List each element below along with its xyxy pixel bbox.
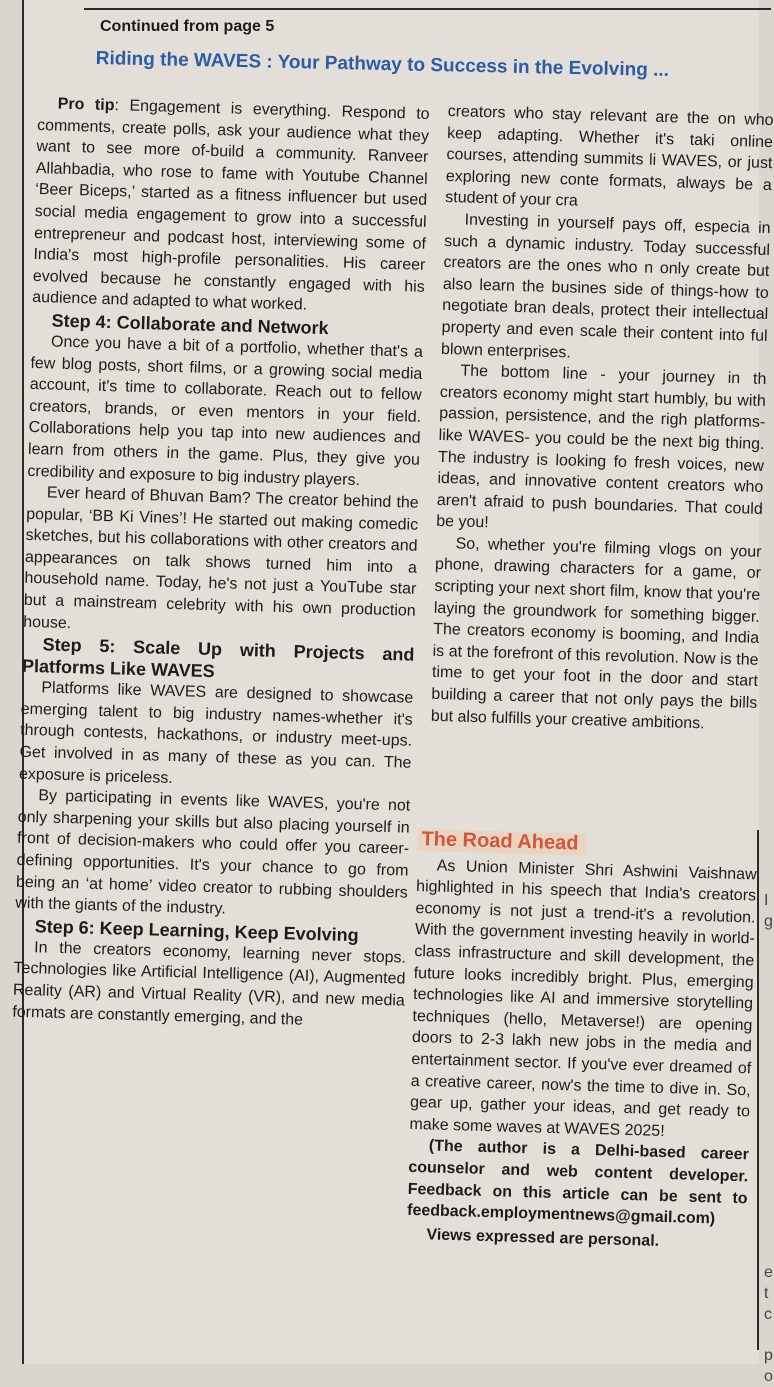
left-column [12,93,430,1034]
edge-letter: p [764,1347,773,1364]
paragraph-investing: Investing in yourself pays off, especia in such a dynamic industry. Today successful creators are the ones who n only create but also learn the busines side of things-how to negotiate bran deals, protect their intellectual property and even scale their content into ful blown enterprises. [440,211,771,362]
pro-tip-text: : Engagement is everything. Respond to comments, create polls, ask your audience what they want to see more of-build a community. Ranveer Allahbadia, who rose to fame with Youtube Channel ‘Beer Biceps,’ started as a fitness influencer but used social media engagement to grow into a successful entrepreneur and podcast host, interviewing some of India's most high-profile personalities. His career evolved because he constantly engaged with his audience and adapted to what worked. [32,97,430,314]
step-5-heading: Step 5: Scale Up with Projects and Platforms Like WAVES [21,634,415,682]
step-4-heading: Step 4: Collaborate and Network [51,310,329,339]
paragraph-platforms: Platforms like WAVES are designed to showcase emerging talent to big industry names-whether it's through contests, hackathons, or industry meet-ups. Get involved in as many of these as you can. The exposure is priceless. [18,679,414,787]
paragraph-minister: As Union Minister Shri Ashwini Vaishnaw highlighted in his speech that India's creators economy is not just a trend-it's a revolution. With the government investing heavily in world-class infrastructure and skill development, the future looks incredibly bright. Plus, emerging technologies like AI and immersive storytelling techniques (hello, Metaverse!) are opening doors to 2-3 lakh new jobs in the media and entertainment sector. If you've ever dreamed of a creative career, now's the time to dive in. So, gear up, gather your ideas, and get ready to make some waves at WAVES 2025! [409,857,757,1140]
edge-letter: e [764,1264,773,1281]
right-column-lower [406,821,758,1255]
edge-letter: t [764,1285,769,1302]
edge-letter: g [764,913,773,930]
paragraph-collaborate: Once you have a bit of a portfolio, whether that's a few blog posts, short films, or a growing social media account, it's time to collaborate. Reach out to fellow creators, brands, or even mentors in your field. Collaborations help you tap into new audiences and learn from others in the game. Plus, they give you credibility and exposure to big industry players. [27,333,424,489]
continued-label: Continued from page 5 [100,18,275,35]
paragraph-relevant: creators who stay relevant are the on who keep adapting. Whether it's taki online courses, attending summits li WAVES, or just exploring new conte formats, always be a student of your cra [445,102,774,211]
paragraph-so-whether: So, whether you're filming vlogs on your phone, drawing characters for a game, or scripting your next short film, know that you're laying the groundwork for something bigger. The creators economy is booming, and India is at the forefront of this revolution. Now is the time to get your foot in the door and start building a career that not only pays the bills but also fulfills your creative ambitions. [430,535,762,733]
top-rule [84,8,771,10]
edge-letter: c [764,1306,772,1323]
author-note: (The author is a Delhi-based career counselor and web content developer. Feedback on this article can be sent to feedback.employmentnews@gmail.com) [406,1137,750,1228]
right-column-upper [431,101,774,736]
road-ahead-heading: The Road Ahead [417,829,587,855]
paragraph-learning: In the creators economy, learning never stops. Technologies like Artificial Intelligence (AI), Augmented Reality (AR) and Virtual Reality (VR), and new media formats are constantly emerging, and the [12,939,407,1029]
article-headline: Riding the WAVES : Your Pathway to Success in the Evolving ... [95,48,670,82]
step-6-heading: Step 6: Keep Learning, Keep Evolving [34,916,359,946]
pro-tip-label: Pro tip [57,95,115,115]
adjacent-column-fragment [764,830,774,1387]
views-disclaimer: Views expressed are personal. [426,1226,660,1250]
edge-letter: o [764,1368,773,1385]
paragraph-bottom-line: The bottom line - your journey in th creators economy might start humbly, bu with passion, persistence, and the righ platforms-like WAVES- you could be the next big thing. The industry is looking fo fresh voices, new ideas, and innovative content creators who aren't afraid to push boundaries. That could be you! [436,362,767,532]
column-rule [757,830,759,1350]
edge-letter: I [764,892,769,909]
paragraph-bhuvan-bam: Ever heard of Bhuvan Bam? The creator behind the popular, ‘BB Ki Vines’! He started out making comedic sketches, but his collaborations with other creators and appearances on talk shows turned him into a household name. Today, he's not just a YouTube star but a mainstream celebrity with his own production house. [22,484,419,632]
paragraph-participating: By participating in events like WAVES, you're not only sharpening your skills but also placing yourself in front of decision-makers who could offer you career-defining opportunities. It's your chance to go from being an ‘at home’ video creator to rubbing shoulders with the giants of the industry. [15,787,411,918]
paragraph-pro-tip [32,93,430,320]
